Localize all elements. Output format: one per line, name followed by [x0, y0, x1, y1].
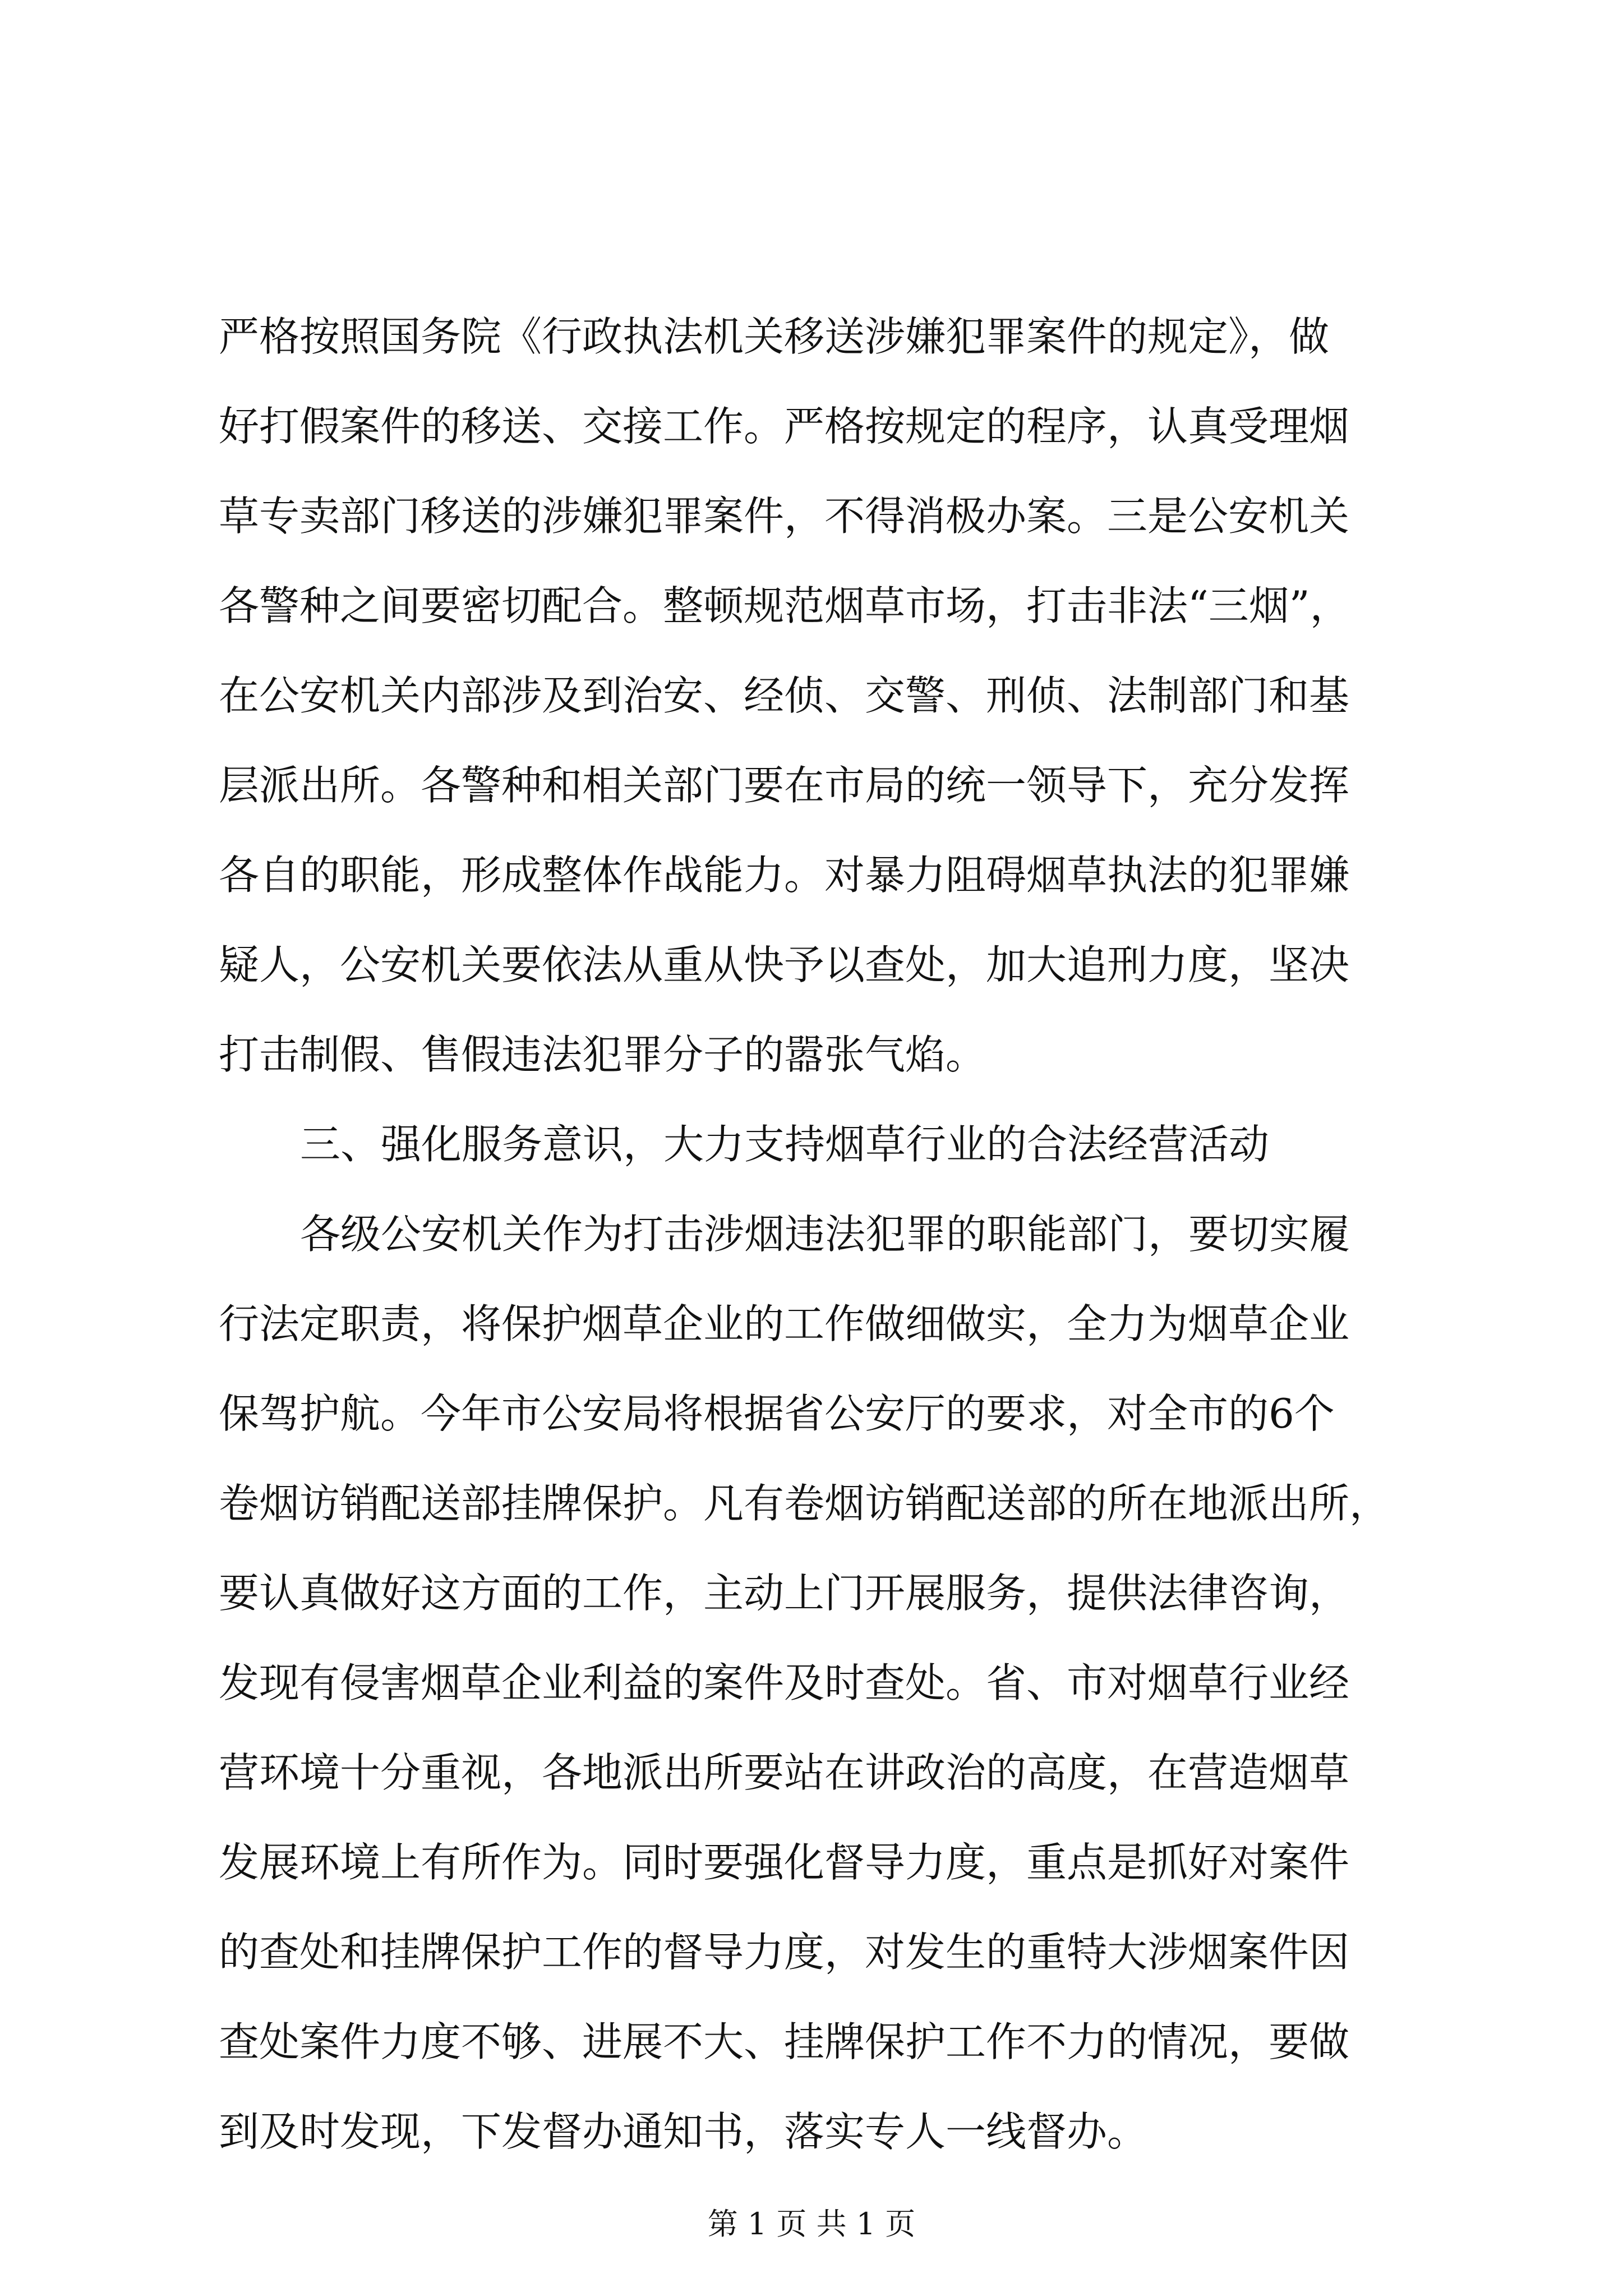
text-line: 到及时发现，下发督办通知书，落实专人一线督办。	[219, 2108, 1148, 2155]
page-footer: 第 1 页 共 1 页	[707, 2206, 916, 2242]
text-line: 卷烟访销配送部挂牌保护。凡有卷烟访销配送部的所在地派出所，	[219, 1480, 1390, 1527]
text-line: 各自的职能，形成整体作战能力。对暴力阻碍烟草执法的犯罪嫌	[219, 852, 1350, 899]
text-line: 的查处和挂牌保护工作的督导力度，对发生的重特大涉烟案件因	[219, 1929, 1350, 1976]
text-line: 查处案件力度不够、进展不大、挂牌保护工作不力的情况，要做	[219, 2018, 1350, 2065]
text-line: 营环境十分重视，各地派出所要站在讲政治的高度，在营造烟草	[219, 1749, 1350, 1796]
text-line: 行法定职责，将保护烟草企业的工作做细做实，全力为烟草企业	[219, 1300, 1350, 1347]
text-line: 疑人，公安机关要依法从重从快予以查处，加大追刑力度，坚决	[219, 941, 1350, 988]
section-heading: 三、强化服务意识，大力支持烟草行业的合法经营活动	[300, 1121, 1270, 1168]
text-line: 好打假案件的移送、交接工作。严格按规定的程序，认真受理烟	[219, 403, 1350, 450]
text-line: 发展环境上有所作为。同时要强化督导力度，重点是抓好对案件	[219, 1839, 1350, 1886]
text-line: 在公安机关内部涉及到治安、经侦、交警、刑侦、法制部门和基	[219, 672, 1350, 719]
text-line: 打击制假、售假违法犯罪分子的嚣张气焰。	[219, 1031, 986, 1078]
text-line: 草专卖部门移送的涉嫌犯罪案件，不得消极办案。三是公安机关	[219, 493, 1350, 540]
paragraph-first-line: 各级公安机关作为打击涉烟违法犯罪的职能部门，要切实履	[300, 1211, 1350, 1258]
text-line: 保驾护航。今年市公安局将根据省公安厅的要求，对全市的6个	[219, 1390, 1335, 1437]
text-line: 层派出所。各警种和相关部门要在市局的统一领导下，充分发挥	[219, 762, 1350, 809]
text-line: 要认真做好这方面的工作，主动上门开展服务，提供法律咨询，	[219, 1570, 1350, 1617]
text-line: 严格按照国务院《行政执法机关移送涉嫌犯罪案件的规定》，做	[219, 313, 1330, 360]
text-line: 发现有侵害烟草企业利益的案件及时查处。省、市对烟草行业经	[219, 1659, 1350, 1706]
text-line: 各警种之间要密切配合。整顿规范烟草市场，打击非法“三烟”，	[219, 582, 1350, 629]
